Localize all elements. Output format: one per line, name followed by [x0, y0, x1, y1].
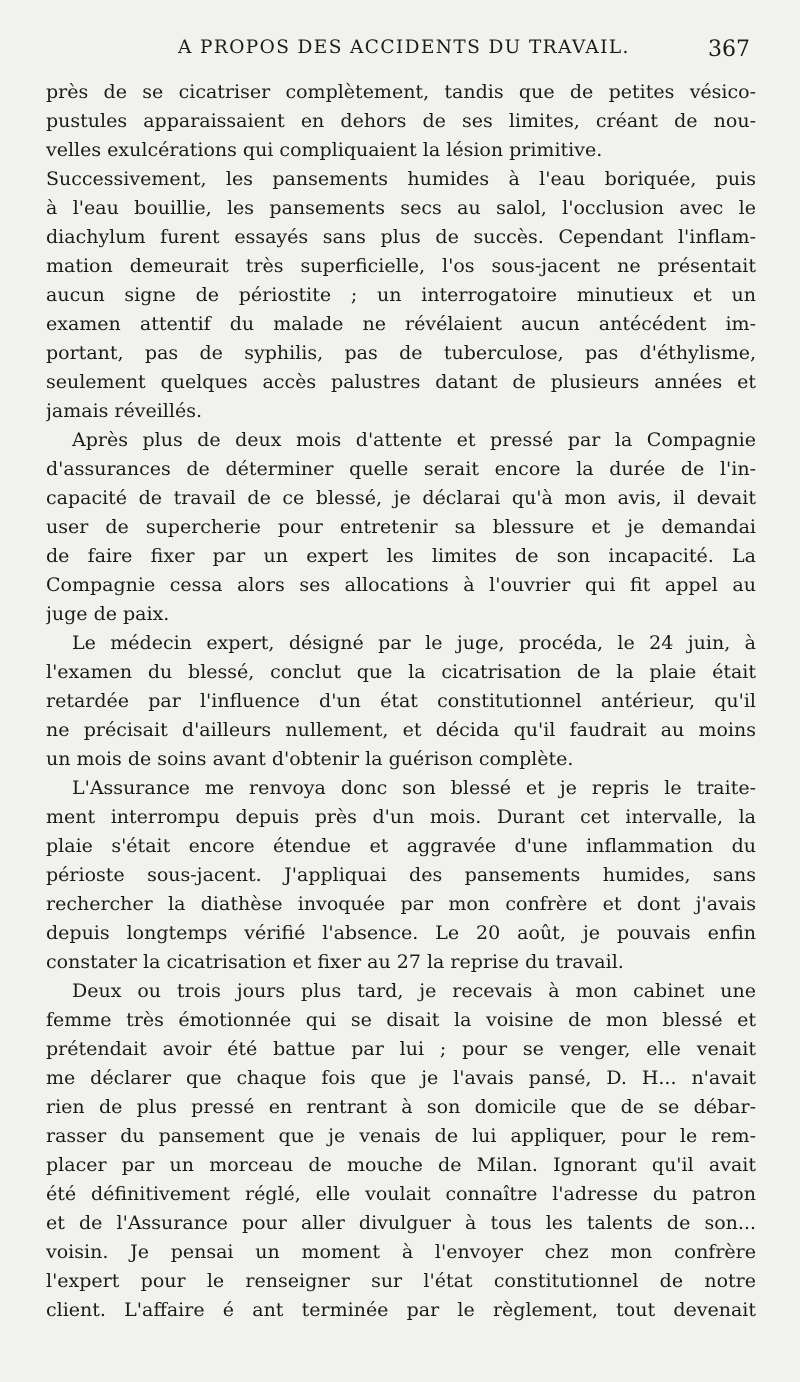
text-line: constater la cicatrisation et fixer au 27 la reprise du travail.: [46, 951, 624, 973]
text-line: rechercher la diathèse invoquée par mon confrère et dont j'avais: [46, 893, 756, 915]
text-line: de faire fixer par un expert les limites de son incapacité. La: [46, 545, 756, 567]
text-line: jamais réveillés.: [46, 400, 202, 422]
text-line: capacité de travail de ce blessé, je déclarai qu'à mon avis, il devait: [46, 487, 756, 509]
text-line: rien de plus pressé en rentrant à son domicile que de se débar-: [46, 1096, 756, 1118]
text-line: l'expert pour le renseigner sur l'état constitutionnel de notre: [46, 1270, 756, 1292]
text-line: velles exulcérations qui compliquaient la lésion primitive.: [46, 139, 603, 161]
text-line: mation demeurait très superficielle, l'os sous-jacent ne présentait: [46, 255, 756, 277]
text-line: user de supercherie pour entretenir sa blessure et je demandai: [46, 516, 756, 538]
text-line: périoste sous-jacent. J'appliquai des pansements humides, sans: [46, 864, 756, 886]
text-line: me déclarer que chaque fois que je l'avais pansé, D. H... n'avait: [46, 1067, 756, 1089]
page-number: 367: [708, 37, 750, 62]
text-line: retardée par l'influence d'un état constitutionnel antérieur, qu'il: [46, 690, 756, 712]
page-header: [46, 33, 762, 65]
text-line: d'assurances de déterminer quelle serait encore la durée de l'in-: [46, 458, 756, 480]
text-line: L'Assurance me renvoya donc son blessé et je repris le traite-: [72, 777, 756, 799]
text-line: ne précisait d'ailleurs nullement, et décida qu'il faudrait au moins: [46, 719, 756, 741]
text-line: prétendait avoir été battue par lui ; pour se venger, elle venait: [46, 1038, 756, 1060]
text-line: rasser du pansement que je venais de lui appliquer, pour le rem-: [46, 1125, 756, 1147]
text-line: seulement quelques accès palustres datant de plusieurs années et: [46, 371, 756, 393]
text-line: près de se cicatriser complètement, tandis que de petites vésico-: [46, 81, 756, 103]
text-line: femme très émotionnée qui se disait la voisine de mon blessé et: [46, 1009, 756, 1031]
text-line: pustules apparaissaient en dehors de ses limites, créant de nou-: [46, 110, 756, 132]
text-line: depuis longtemps vérifié l'absence. Le 20 août, je pouvais enfin: [46, 922, 756, 944]
running-head: A PROPOS DES ACCIDENTS DU TRAVAIL.: [178, 37, 630, 58]
text-line: Le médecin expert, désigné par le juge, procéda, le 24 juin, à: [72, 632, 756, 654]
text-line: examen attentif du malade ne révélaient aucun antécédent im-: [46, 313, 756, 335]
text-line: portant, pas de syphilis, pas de tuberculose, pas d'éthylisme,: [46, 342, 756, 364]
text-line: à l'eau bouillie, les pansements secs au salol, l'occlusion avec le: [46, 197, 756, 219]
text-line: aucun signe de périostite ; un interrogatoire minutieux et un: [46, 284, 756, 306]
text-line: et de l'Assurance pour aller divulguer à tous les talents de son...: [46, 1212, 756, 1234]
text-line: été définitivement réglé, elle voulait connaître l'adresse du patron: [46, 1183, 756, 1205]
text-line: Deux ou trois jours plus tard, je recevais à mon cabinet une: [72, 980, 756, 1002]
text-line: ment interrompu depuis près d'un mois. Durant cet intervalle, la: [46, 806, 756, 828]
text-line: voisin. Je pensai un moment à l'envoyer chez mon confrère: [46, 1241, 756, 1263]
text-line: diachylum furent essayés sans plus de succès. Cependant l'inflam-: [46, 226, 756, 248]
text-line: placer par un morceau de mouche de Milan. Ignorant qu'il avait: [46, 1154, 756, 1176]
text-line: Après plus de deux mois d'attente et pressé par la Compagnie: [72, 429, 756, 451]
text-line: Compagnie cessa alors ses allocations à l'ouvrier qui fit appel au: [46, 574, 756, 596]
text-line: plaie s'était encore étendue et aggravée d'une inflammation du: [46, 835, 756, 857]
text-line: juge de paix.: [46, 603, 170, 625]
text-line: client. L'affaire é ant terminée par le règlement, tout devenait: [46, 1299, 756, 1321]
body-text: [46, 78, 756, 1325]
text-line: un mois de soins avant d'obtenir la guérison complète.: [46, 748, 574, 770]
text-line: l'examen du blessé, conclut que la cicatrisation de la plaie était: [46, 661, 756, 683]
text-line: Successivement, les pansements humides à l'eau boriquée, puis: [46, 168, 756, 190]
